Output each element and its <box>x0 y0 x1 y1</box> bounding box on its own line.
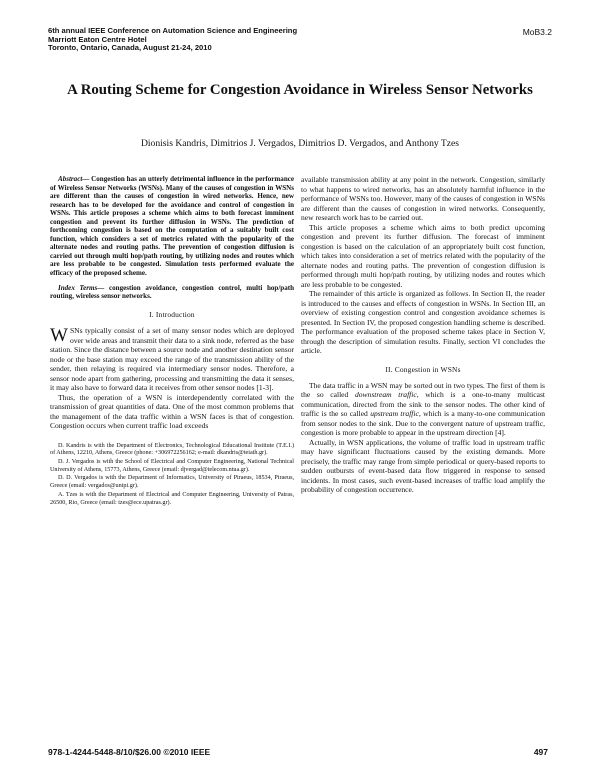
index-terms-label: Index Terms— <box>58 283 105 292</box>
drop-cap: W <box>50 325 68 347</box>
emphasis-upstream: upstream traffic <box>370 409 419 419</box>
page-number: 497 <box>533 747 548 757</box>
emphasis-downstream: downstream traffic <box>354 390 417 400</box>
index-terms <box>50 284 294 301</box>
session-code: MoB3.2 <box>522 27 552 37</box>
intro-paragraph-1 <box>50 326 294 393</box>
paper-title: A Routing Scheme for Congestion Avoidance in Wireless Sensor Networks <box>67 82 533 98</box>
conference-line: Marriott Eaton Centre Hotel <box>48 34 147 44</box>
left-column <box>50 175 294 508</box>
isbn-footer: 978-1-4244-5448-8/10/$26.00 ©2010 IEEE <box>48 747 211 757</box>
footnote: D. D. Vergados is with the Department of Informatics, University of Piraeus, 18534, Piraeus, Greece (email: vergados@unipi.gr). <box>50 475 294 490</box>
intro-text-1: SNs typically consist of a set of many sensor nodes which are deployed over wide areas and transmit their data to a sink node, referred as the base station. Since the distance between a source node and another destination sensor node or the base station may exceed the range of the transmission ability of the sender, then relaying is required via intermediary sensor nodes. Therefore, a sensor node apart from gathering, processing and transmitting the data it senses, it may also have to forward data it receives from other sensor nodes [1-3]. <box>50 326 294 393</box>
conference-header <box>48 26 298 53</box>
intro-paragraph-2: Thus, the operation of a WSN is interdependently correlated with the transmission of great quantities of data. One of the most common problems that the management of the data traffic within a WSN faces is that of congestion. Congestion occurs when current traffic load exceeds <box>50 392 294 431</box>
congestion-paragraph-2: Actually, in WSN applications, the volume of traffic load in upstream traffic may have significant fluctuations caused by the existing demands. More precisely, the traffic may range from simple periodical or query-based reports to sudden outbursts of event-based data flow triggered in response to sensed incidents. In most cases, such event-based increases of traffic load amplify the probability of congestion occurrence. <box>301 437 545 495</box>
footnote: A. Tzes is with the Department of Electrical and Computer Engineering, University of Patras, 26500, Rio, Greece (email: tzes@ece.upatras.gr). <box>50 491 294 506</box>
congestion-paragraph-1 <box>301 381 545 438</box>
section-heading-congestion: II. Congestion in WSNs <box>385 364 461 374</box>
footnote: D. J. Vergados is with the School of Electrical and Computer Engineering, National Technical University of Athens, 15773, Athens, Greece (email: djvergad@telecom.ntua.gr). <box>50 459 294 473</box>
intro-paragraph-3: This article proposes a scheme which aims to both predict upcoming congestion and prevent its further diffusion. The forecast of imminent congestion is based on the calculation of an appropriately built cost function, which takes into consideration a set of metrics related with the popularity of the alternate nodes and routing paths. The prevention of congestion diffusion is performed through multi hop/path routing, by utilizing nodes and routes which are less probable to be congested. <box>301 222 545 289</box>
text-run: , which is a many-to-one communication from sensor nodes to the sink. Due to the convergent nature of upstream traffic, congestion is more probable to appear in the upstream direction [4]. <box>301 409 545 438</box>
index-terms-text: congestion avoidance, congestion control, multi hop/path routing, wireless sensor networks. <box>50 283 294 301</box>
intro-paragraph-4: The remainder of this article is organized as follows. In Section II, the reader is introduced to the causes and effects of congestion in WSNs. In Section III, an overview of existing congestion control and congestion avoidance schemes is presented. In Section IV, the proposed congestion handling scheme is described. The performance evaluation of the proposed scheme takes place in Section V, through the description of simulation results. Finally, section VI concludes the article. <box>301 289 545 355</box>
author-list: Dionisis Kandris, Dimitrios J. Vergados, Dimitrios D. Vergados, and Anthony Tzes <box>140 138 460 149</box>
conference-line: 6th annual IEEE Conference on Automation Science and Engineering <box>48 26 298 35</box>
text-run: The data traffic in a WSN may be sorted out in two types. The first of them is the so called <box>301 380 545 400</box>
abstract-label: Abstract— <box>58 175 90 183</box>
footnote: D. Kandris is with the Department of Electronics, Technological Educational Institute (T.E.I.) of Athens, 12210, Athens, Greece (phone: +306972256162; e-mail: dkandris@teiath.gr). <box>50 442 294 457</box>
abstract <box>50 175 294 278</box>
right-column <box>301 175 545 495</box>
conference-line: Toronto, Ontario, Canada, August 21-24, 2010 <box>48 43 212 53</box>
footnotes <box>50 443 294 508</box>
text-run: , which is a one-to-many multicast communication, directed from the sink to the sensor nodes. The other kind of traffic is the so called <box>301 390 546 419</box>
section-heading-introduction: I. Introduction <box>149 309 195 319</box>
intro-paragraph-2-continued: available transmission ability at any point in the network. Congestion, similarly to what happens to wired networks, has an absolutely harmful influence in the performance of WSNs too. However, many of the causes of congestion in WSNs are different than the causes of congestion in wired networks. Consequently, new research work has to be carried out. <box>301 175 545 222</box>
abstract-text: Congestion has an utterly detrimental influence in the performance of Wireless Sensor Networks (WSNs). Many of the causes of congestion in WSNs are different than the causes of congestion in wired networks. Hence, new research has to be developed for the avoidance and control of congestion in WSNs. This article proposes a scheme which aims to both forecast imminent congestion and prevent its further diffusion in WSNs. The prediction of forthcoming congestion is based on the computation of a suitably built cost function, which considers a set of metrics related with the popularity of the alternate nodes and routing paths. The prevention of congestion diffusion is carried out through multi hop/path routing, by utilizing nodes and routes which are less probable to be congested. Simulation tests performed evaluate the efficacy of the proposed scheme. <box>50 175 294 278</box>
